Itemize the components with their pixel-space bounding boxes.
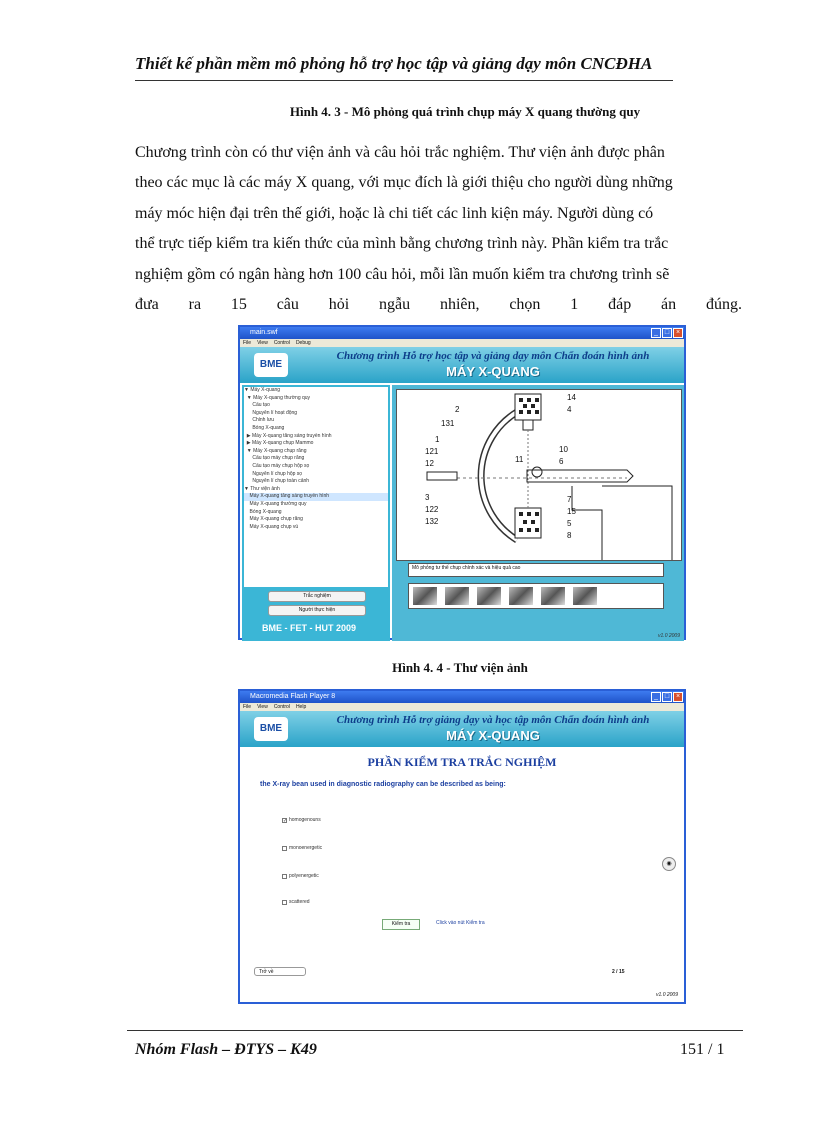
paragraph-line: Chương trình còn có thư viện ảnh và câu hỏi trắc nghiệm. Thư viện ảnh được phân bbox=[135, 144, 665, 161]
paragraph-word: 1 bbox=[570, 296, 579, 314]
scroll-knob-icon[interactable]: ◉ bbox=[662, 857, 676, 871]
paragraph-word: đúng. bbox=[705, 296, 742, 314]
thumbnail[interactable] bbox=[541, 587, 565, 605]
quiz-option[interactable] bbox=[282, 873, 319, 879]
quiz-option[interactable] bbox=[282, 817, 321, 823]
footer-rule bbox=[127, 1030, 743, 1031]
question-counter: 2 / 15 bbox=[612, 969, 625, 975]
window-title: Macromedia Flash Player 8 bbox=[250, 693, 336, 700]
window-title: main.swf bbox=[250, 329, 278, 336]
tree-item[interactable]: Cấu tạo bbox=[244, 402, 270, 409]
tree-item[interactable]: Máy X-quang chụp vú bbox=[244, 523, 299, 530]
tree-item[interactable]: ▼ Thư viện ảnh bbox=[244, 485, 280, 492]
paragraph-line: nghiệm gồm có ngân hàng hơn 100 câu hỏi, mỗi lần muốn kiểm tra chương trình sẽ bbox=[135, 265, 670, 283]
paragraph-line: thể trực tiếp kiểm tra kiến thức của mình bằng chương trình này. Phần kiểm tra trắc bbox=[135, 235, 669, 253]
figure-caption-4-4: Hình 4. 4 - Thư viện ảnh bbox=[392, 660, 528, 675]
tree-item[interactable]: Chỉnh lưu bbox=[244, 417, 275, 424]
menu-file[interactable]: File bbox=[243, 704, 252, 710]
quiz-title: PHẦN KIỂM TRA TRẮC NGHIỆM bbox=[367, 755, 557, 769]
tree-item[interactable]: Cấu tạo máy chụp hộp sọ bbox=[244, 462, 310, 469]
diagram-label: 7 bbox=[567, 495, 572, 504]
nav-tree bbox=[244, 387, 388, 587]
checkbox-icon[interactable] bbox=[282, 874, 287, 879]
page-header: Thiết kế phần mềm mô phỏng hỗ trợ học tập và giảng dạy môn CNCĐHA bbox=[135, 54, 653, 73]
maximize-icon[interactable]: □ bbox=[662, 692, 672, 702]
menu-file[interactable]: File bbox=[243, 340, 252, 346]
menu-help[interactable]: Help bbox=[295, 704, 307, 710]
diagram-label: 12 bbox=[425, 459, 434, 468]
checkbox-icon[interactable] bbox=[282, 900, 287, 905]
bme-logo: BME bbox=[254, 353, 288, 377]
thumbnail[interactable] bbox=[509, 587, 533, 605]
c-arm bbox=[481, 412, 517, 540]
diagram-label: 11 bbox=[515, 455, 524, 464]
quiz-button[interactable]: Trắc nghiệm bbox=[268, 591, 366, 602]
paragraph-word: chọn bbox=[509, 296, 541, 314]
close-icon[interactable]: × bbox=[673, 328, 683, 338]
diagram-label: 4 bbox=[567, 405, 572, 414]
paragraph-word: hỏi bbox=[328, 296, 350, 314]
header-rule bbox=[135, 80, 673, 81]
authors-button[interactable]: Người thực hiện bbox=[268, 605, 366, 616]
app-banner bbox=[240, 711, 684, 747]
quiz-option[interactable] bbox=[282, 845, 322, 851]
tree-item[interactable]: Máy X-quang tăng sáng truyền hình bbox=[244, 493, 388, 501]
option-label: monoenergetic bbox=[289, 845, 323, 851]
maximize-icon[interactable]: □ bbox=[662, 328, 672, 338]
tree-item[interactable]: Máy X-quang chụp răng bbox=[244, 516, 303, 523]
c-arm-illustration bbox=[397, 390, 681, 560]
thumbnail[interactable] bbox=[477, 587, 501, 605]
image-description: Mô phỏng tư thế chụp chính xác và hiệu quả cao bbox=[408, 563, 664, 577]
paragraph-word: câu bbox=[276, 296, 299, 314]
tree-item[interactable]: ▶ Máy X-quang chụp Mammo bbox=[244, 440, 314, 447]
diagram-label: 132 bbox=[425, 517, 439, 526]
diagram-label: 15 bbox=[567, 507, 576, 516]
bme-logo: BME bbox=[254, 717, 288, 741]
option-label: polyenergetic bbox=[289, 873, 319, 879]
patient-table bbox=[527, 470, 633, 482]
left-panel bbox=[242, 385, 390, 641]
thumbnail[interactable] bbox=[445, 587, 469, 605]
tree-item[interactable]: Máy X-quang thường quy bbox=[244, 500, 307, 507]
paragraph-word: đáp bbox=[608, 296, 632, 314]
page-number: 151 / 1 bbox=[680, 1041, 725, 1058]
paragraph-word: đưa bbox=[135, 296, 159, 314]
tree-item[interactable]: ▶ Máy X-quang tăng sáng truyền hình bbox=[244, 432, 332, 439]
diagram-label: 14 bbox=[567, 393, 576, 402]
tree-item[interactable]: Nguyên lí chụp toàn cảnh bbox=[244, 478, 310, 485]
diagram-label: 122 bbox=[425, 505, 439, 514]
quiz-question: the X-ray bean used in diagnostic radiography can be described as being: bbox=[260, 781, 506, 788]
check-answer-button[interactable]: Kiểm tra bbox=[382, 919, 420, 930]
menu-debug[interactable]: Debug bbox=[295, 340, 311, 346]
paragraph-word: án bbox=[661, 296, 677, 314]
menu-bar bbox=[240, 339, 684, 347]
diagram-label: 131 bbox=[441, 419, 455, 428]
footer-group: Nhóm Flash – ĐTYS – K49 bbox=[135, 1041, 317, 1058]
check-hint: Click vào nút Kiểm tra bbox=[436, 920, 485, 926]
xray-diagram bbox=[396, 389, 682, 561]
menu-bar bbox=[240, 703, 684, 711]
paragraph-line: máy móc hiện đại trên thế giới, hoặc là chi tiết các linh kiện máy. Người dùng có bbox=[135, 204, 654, 222]
quiz-panel bbox=[242, 749, 682, 1000]
quiz-option[interactable] bbox=[282, 899, 310, 905]
thumbnail[interactable] bbox=[413, 587, 437, 605]
paragraph-word: ngẫu bbox=[379, 296, 411, 314]
banner-title: Chương trình Hỗ trợ giảng dạy và học tập môn Chẩn đoán hình ảnh bbox=[336, 714, 650, 726]
tree-item[interactable]: Cấu tạo máy chụp răng bbox=[244, 455, 305, 462]
minimize-icon[interactable]: _ bbox=[651, 328, 661, 338]
menu-view[interactable]: View bbox=[257, 704, 268, 710]
option-label: homogenouns bbox=[289, 817, 321, 823]
xray-tube bbox=[515, 394, 541, 420]
tree-item[interactable]: ▼ Máy X-quang bbox=[244, 387, 281, 393]
close-icon[interactable]: × bbox=[673, 692, 683, 702]
diagram-label: 121 bbox=[425, 447, 439, 456]
checkbox-icon[interactable] bbox=[282, 846, 287, 851]
app-banner bbox=[240, 347, 684, 383]
checkbox-checked-icon[interactable]: ✓ bbox=[283, 817, 288, 824]
version-label: v1.0 2009 bbox=[658, 633, 680, 639]
diagram-label: 3 bbox=[425, 493, 430, 502]
diagram-label: 8 bbox=[567, 531, 572, 540]
paragraph-word: 15 bbox=[230, 296, 247, 314]
figure-caption-4-3: Hình 4. 3 - Mô phỏng quá trình chụp máy X quang thường quy bbox=[289, 104, 641, 119]
body-paragraph bbox=[135, 138, 742, 320]
figure-4-3-window bbox=[238, 325, 686, 640]
paragraph-line: theo các mục là các máy X quang, với mục đích là giới thiệu cho người dùng những bbox=[135, 174, 673, 192]
figure-4-4-window bbox=[238, 689, 686, 1004]
window-titlebar bbox=[240, 327, 684, 339]
paragraph-last-line bbox=[135, 290, 742, 320]
diagram-label: 10 bbox=[559, 445, 568, 454]
menu-control[interactable]: Control bbox=[273, 340, 290, 346]
tree-item[interactable]: Bóng X-quang bbox=[244, 424, 285, 431]
paragraph-word: nhiên, bbox=[439, 296, 480, 314]
image-viewer bbox=[392, 385, 684, 641]
paragraph-word: ra bbox=[188, 296, 202, 314]
menu-control[interactable]: Control bbox=[273, 704, 290, 710]
tree-item[interactable]: ▼ Máy X-quang chụp răng bbox=[244, 447, 307, 454]
banner-title: Chương trình Hỗ trợ học tập và giảng dạy môn Chẩn đoán hình ảnh bbox=[336, 350, 650, 362]
diagram-label: 2 bbox=[455, 405, 460, 414]
option-label: scattered bbox=[289, 899, 310, 905]
tree-item[interactable]: ▼ Máy X-quang thường quy bbox=[244, 394, 311, 401]
diagram-label: 1 bbox=[435, 435, 440, 444]
menu-view[interactable]: View bbox=[257, 340, 268, 346]
diagram-label: 5 bbox=[567, 519, 572, 528]
diagram-label: 6 bbox=[559, 457, 564, 466]
banner-subtitle: MÁY X-QUANG bbox=[446, 364, 540, 379]
tree-item[interactable]: Bóng X-quang bbox=[244, 508, 282, 515]
tree-item[interactable]: Nguyên lí chụp hộp sọ bbox=[244, 470, 303, 477]
version-label: v1.0 2009 bbox=[656, 992, 678, 998]
tree-item[interactable]: Nguyên lí hoạt động bbox=[244, 409, 298, 416]
window-titlebar bbox=[240, 691, 684, 703]
left-footer: BME - FET - HUT 2009 bbox=[262, 623, 357, 633]
banner-subtitle: MÁY X-QUANG bbox=[446, 728, 540, 743]
thumbnail-strip bbox=[408, 583, 664, 609]
back-button[interactable]: Trở về bbox=[254, 967, 306, 976]
thumbnail[interactable] bbox=[573, 587, 597, 605]
minimize-icon[interactable]: _ bbox=[651, 692, 661, 702]
